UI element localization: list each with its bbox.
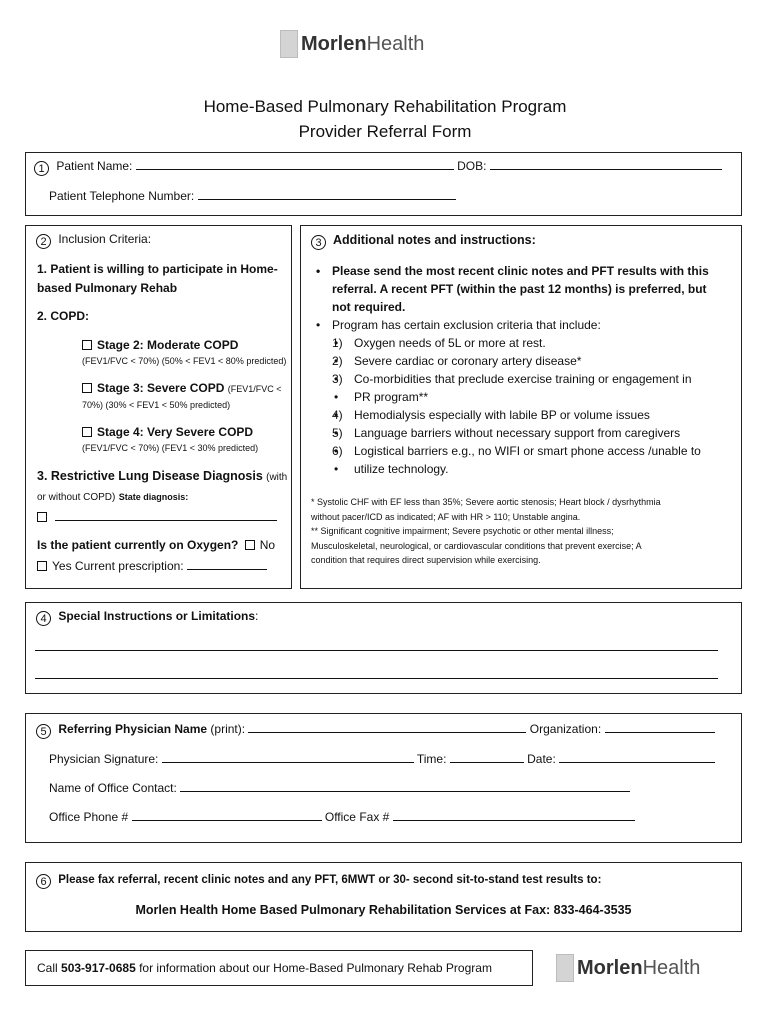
exclusion-item [332,370,734,388]
signature-field[interactable] [162,751,414,763]
call-info-text: for information about our Home-Based Pulmonary Rehab Program [139,961,492,975]
bullet-1-line-1: Please send the most recent clinic notes and PFT results with this [332,264,709,278]
stage-3-checkbox[interactable] [82,383,92,393]
call-label: Call [37,961,58,975]
exclusion-item [332,388,734,406]
office-contact-label: Name of Office Contact: [49,781,177,795]
section-number-2: 2 [36,234,51,249]
office-fax-label: Office Fax # [324,810,390,824]
exclusion-text: Language barriers without necessary support from caregivers [354,426,681,440]
state-diagnosis-label: State diagnosis: [118,492,189,502]
inclusion-heading [36,232,151,249]
footer-logo-mark-icon [556,954,574,982]
stage-2-checkbox[interactable] [82,340,92,350]
exclusion-text: Hemodialysis especially with labile BP or volume issues [354,408,650,422]
fax-instructions-text: Please fax referral, recent clinic notes and any PFT, 6MWT or 30- second sit-to-stand test results to: [58,874,602,886]
exclusion-text: PR program** [354,390,429,404]
stage-4-note: (FEV1/FVC < 70%) (FEV1 < 30% predicted) [82,443,259,453]
criteria-item-3-with: (with [266,472,288,483]
title-line-1: Home-Based Pulmonary Rehabilitation Program [203,97,567,116]
stage-4-checkbox[interactable] [82,427,92,437]
time-label: Time: [416,752,447,766]
bullet-2 [314,316,734,478]
patient-phone-field[interactable] [198,188,456,200]
exclusion-item [332,460,734,478]
footnote-line: ** Significant cognitive impairment; Severe psychotic or other mental illness; [311,526,614,536]
restrictive-checkbox[interactable] [37,512,47,522]
exclusion-text: utilize technology. [354,462,449,476]
oxygen-yes-checkbox[interactable] [37,561,47,571]
footnote-line: without pacer/ICD as indicated; AF with HR > 110; Unstable angina. [311,511,581,522]
exclusion-number: • 4) [332,408,343,422]
patient-name-field[interactable] [136,158,454,170]
logo-text-bold: Morlen [301,32,367,55]
stage-3-option [82,381,282,395]
footer-call-text [37,961,492,975]
section-number-5: 5 [36,724,51,739]
footer-logo-light: Health [642,956,701,979]
exclusion-item [332,424,734,442]
footer-logo [556,954,700,982]
exclusion-item [332,334,734,352]
special-instructions-line-2[interactable] [35,678,718,679]
office-phone-label: Office Phone # [49,810,129,824]
current-prescription-field[interactable] [187,558,267,570]
signature-row [49,751,715,766]
stage-3-note-b: 70%) (30% < FEV1 < 50% predicted) [82,400,231,410]
logo-mark-icon [280,30,298,58]
form-title [0,96,770,143]
time-field[interactable] [450,751,524,763]
bullet-1 [314,262,734,316]
current-prescription-label: Current prescription: [74,559,184,573]
notes-bullets [314,262,734,478]
criteria-item-3-label: 3. Restrictive Lung Disease Diagnosis [37,469,263,483]
stage-3-note-a: (FEV1/FVC < [227,384,282,394]
exclusion-text: Co-morbidities that preclude exercise training or engagement in [354,372,692,386]
signature-label: Physician Signature: [49,752,159,766]
notes-heading [311,233,536,250]
criteria-item-3-or: or without COPD) [37,492,116,503]
oxygen-question-row [37,538,275,552]
date-label: Date: [527,752,556,766]
footnotes [311,495,661,568]
section-number-1: 1 [34,161,49,176]
exclusion-item [332,352,734,370]
bullet-2-text: Program has certain exclusion criteria that include: [332,318,601,332]
physician-name-row [36,721,715,739]
diagnosis-row [37,509,277,524]
criteria-item-1-line-1: 1. Patient is willing to participate in Home- [37,262,278,276]
exclusion-number: • 6) [332,444,343,458]
exclusion-number: • 5) [332,426,343,440]
exclusion-item [332,406,734,424]
oxygen-question: Is the patient currently on Oxygen? [37,538,239,552]
patient-name-label: Patient Name: [56,159,133,173]
special-instructions-line-1[interactable] [35,650,718,651]
criteria-item-3 [37,469,287,485]
section-number-3: 3 [311,235,326,250]
special-instructions-heading [36,609,258,626]
stage-4-label: Stage 4: Very Severe COPD [97,425,254,439]
criteria-item-3-line-2 [37,489,188,505]
oxygen-no-label: No [259,538,276,552]
footer-logo-bold: Morlen [577,956,643,979]
criteria-item-2: 2. COPD: [37,309,90,323]
exclusion-item [332,442,734,460]
patient-phone-row [49,188,456,203]
stage-3-label: Stage 3: Severe COPD [97,381,225,395]
organization-field[interactable] [605,721,715,733]
notes-heading-text: Additional notes and instructions: [333,233,536,247]
inclusion-heading-text: Inclusion Criteria: [58,232,152,246]
criteria-item-1-line-2: based Pulmonary Rehab [37,281,178,295]
diagnosis-field[interactable] [55,509,277,521]
patient-name-row [34,158,722,176]
fax-number-line: Morlen Health Home Based Pulmonary Rehabilitation Services at Fax: 833-464-3535 [135,903,632,917]
title-line-2: Provider Referral Form [298,122,472,141]
office-phone-fax-row [49,809,635,824]
exclusion-text: Severe cardiac or coronary artery disease* [354,354,582,368]
oxygen-yes-label: Yes [52,559,72,573]
organization-label: Organization: [529,722,602,736]
section-number-4: 4 [36,611,51,626]
exclusion-number: • 1) [332,336,343,350]
footnote-line: condition that requires direct supervision while exercising. [311,555,541,565]
footnote-line: * Systolic CHF with EF less than 35%; Severe aortic stenosis; Heart block / dysrhythmia [311,497,661,507]
exclusion-list [332,334,734,478]
dob-field[interactable] [490,158,722,170]
stage-4-option [82,425,253,439]
exclusion-number: • 2) [332,354,343,368]
physician-name-field[interactable] [248,721,526,733]
exclusion-text: Logistical barriers e.g., no WIFI or smart phone access /unable to [354,444,701,458]
referring-physician-label: Referring Physician Name [58,722,208,736]
office-contact-field[interactable] [180,780,630,792]
oxygen-no-checkbox[interactable] [245,540,255,550]
special-instructions-colon: : [255,609,259,623]
bullet-1-line-2: referral. A recent PFT (within the past 12 months) is preferred, but [332,282,707,296]
print-label: (print): [210,722,246,736]
oxygen-yes-row [37,558,267,573]
date-field[interactable] [559,751,715,763]
logo-text-light: Health [366,32,425,55]
dob-label: DOB: [457,159,487,173]
stage-2-label: Stage 2: Moderate COPD [97,338,239,352]
patient-phone-label: Patient Telephone Number: [49,189,195,203]
bullet-1-line-3: not required. [332,300,406,314]
stage-2-note: (FEV1/FVC < 70%) (50% < FEV1 < 80% predicted) [82,356,287,366]
morlen-health-logo [280,30,424,58]
special-instructions-label: Special Instructions or Limitations [58,609,256,623]
office-phone-field[interactable] [132,809,322,821]
office-fax-field[interactable] [393,809,635,821]
info-phone-number: 503-917-0685 [61,961,136,975]
section-number-6: 6 [36,874,51,889]
exclusion-number: • 3) [332,372,343,386]
stage-2-option [82,338,238,352]
office-contact-row [49,780,630,795]
fax-instructions-heading [36,873,601,889]
exclusion-text: Oxygen needs of 5L or more at rest. [354,336,546,350]
footnote-line: Musculoskeletal, neurological, or cardiovascular conditions that prevent exercise; A [311,540,642,551]
